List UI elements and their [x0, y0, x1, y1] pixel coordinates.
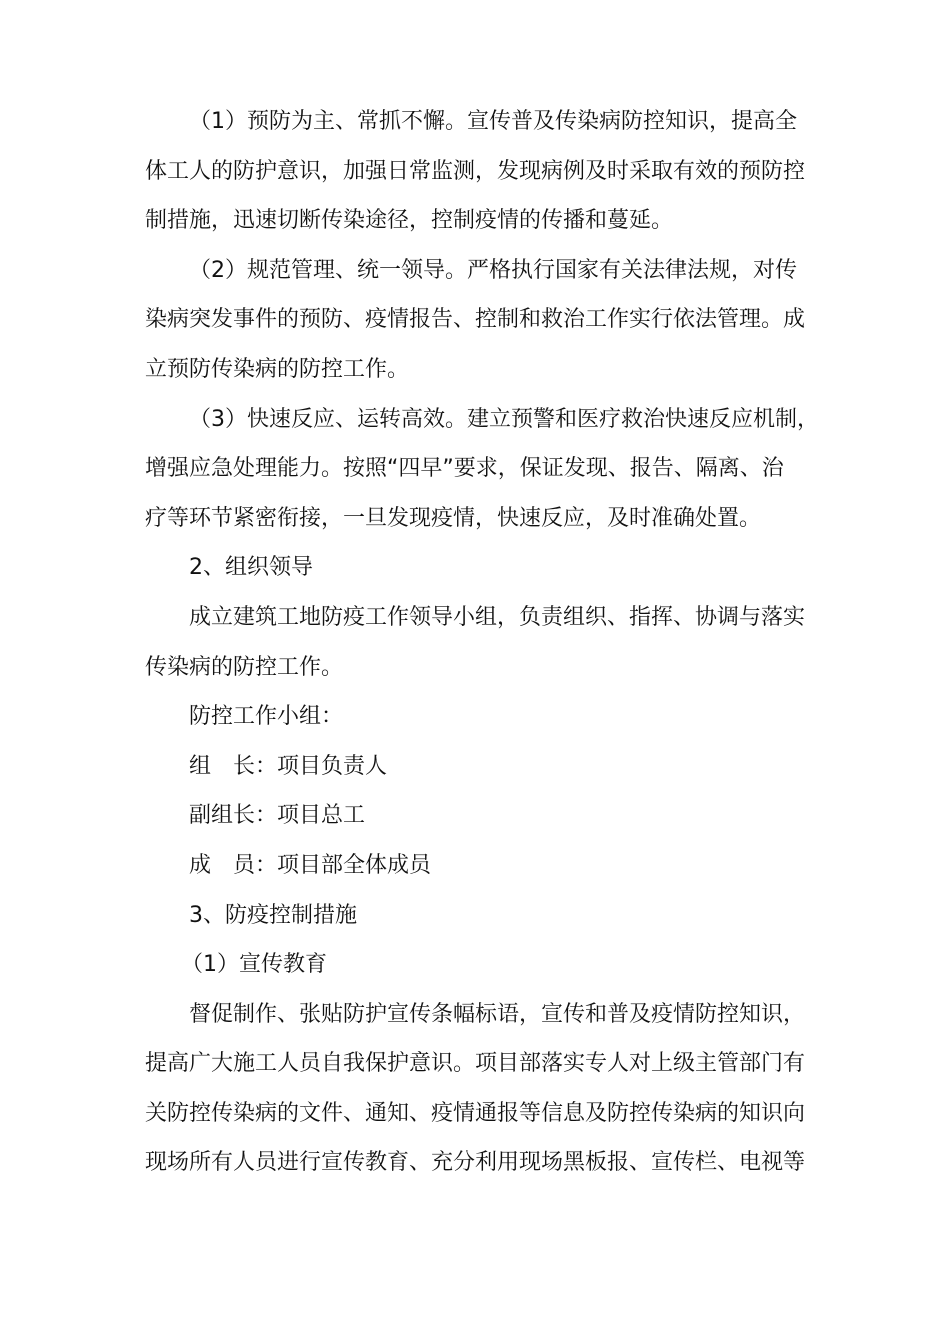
section-heading-control-measures: [145, 891, 825, 941]
paragraph-group-title: [145, 692, 825, 742]
text-line: （2）规范管理、统一领导。严格执行国家有关法律法规，对传: [189, 257, 797, 283]
text-line: 副组长：项目总工: [189, 803, 366, 829]
subheading-publicity: [145, 940, 825, 990]
paragraph-principle-2: [145, 246, 825, 395]
text-line: 2、组织领导: [189, 555, 313, 581]
document-body: [145, 97, 825, 1188]
text-line: 疗等环节紧密衔接，一旦发现疫情，快速反应，及时准确处置。: [145, 505, 762, 531]
paragraph-principle-3: [145, 395, 825, 544]
text-line: 督促制作、张贴防护宣传条幅标语，宣传和普及疫情防控知识，: [189, 1001, 806, 1027]
member-deputy-leader: [145, 791, 825, 841]
text-line: 增强应急处理能力。按照“四早”要求，保证发现、报告、隔离、治: [145, 456, 784, 482]
text-line: 3、防疫控制措施: [189, 902, 357, 928]
text-line: 关防控传染病的文件、通知、疫情通报等信息及防控传染病的知识向: [145, 1100, 806, 1126]
text-line: 染病突发事件的预防、疫情报告、控制和救治工作实行依法管理。成: [145, 307, 806, 333]
text-line: 现场所有人员进行宣传教育、充分利用现场黑板报、宣传栏、电视等: [145, 1150, 806, 1176]
text-line: 成立建筑工地防疫工作领导小组，负责组织、指挥、协调与落实: [189, 604, 806, 630]
text-line: 立预防传染病的防控工作。: [145, 356, 410, 382]
member-leader: [145, 742, 825, 792]
text-line: （1）预防为主、常抓不懈。宣传普及传染病防控知识，提高全: [189, 109, 797, 134]
text-line: 提高广大施工人员自我保护意识。项目部落实专人对上级主管部门有: [145, 1051, 806, 1077]
text-line: 制措施，迅速切断传染途径，控制疫情的传播和蔓延。: [145, 208, 674, 234]
text-line: 组 长：项目负责人: [189, 753, 388, 779]
text-line: 体工人的防护意识，加强日常监测，发现病例及时采取有效的预防控: [145, 158, 806, 184]
text-line: 传染病的防控工作。: [145, 654, 344, 680]
member-members: [145, 841, 825, 891]
paragraph-principle-1: [145, 97, 825, 246]
text-line: （3）快速反应、运转高效。建立预警和医疗救治快速反应机制，: [189, 406, 819, 432]
text-line: 成 员：项目部全体成员: [189, 852, 432, 878]
text-line: （1）宣传教育: [181, 952, 327, 978]
section-heading-organization: [145, 543, 825, 593]
paragraph-publicity: [145, 990, 825, 1188]
paragraph-leadership-group: [145, 593, 825, 692]
text-line: 防控工作小组：: [189, 704, 344, 730]
